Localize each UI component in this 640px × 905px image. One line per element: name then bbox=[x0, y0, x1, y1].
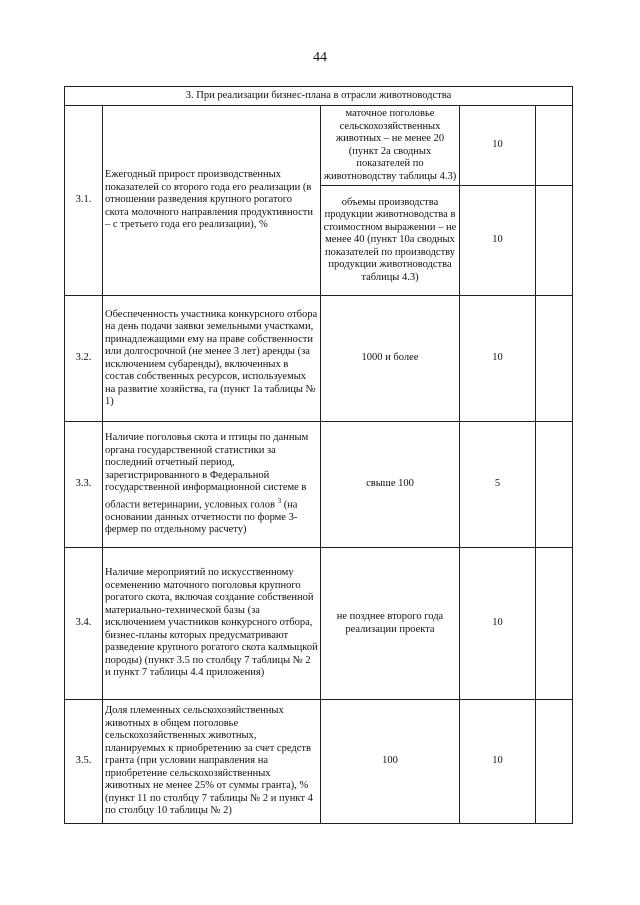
criterion-text: Обеспеченность участника конкурсного отбора на день подачи заявки земельными участками, принадлежащими ему на праве собственности или долгосрочной (не менее 3 лет) аренды (за исключением субаренды), включенных в состав собственных ресурсов, используемых на развитие хозяйства, га (пункт 1а таблицы № 1) bbox=[103, 296, 321, 422]
row-number: 3.2. bbox=[65, 296, 103, 422]
criterion-value: 1000 и более bbox=[321, 296, 460, 422]
row-number: 3.3. bbox=[65, 422, 103, 548]
criterion-text-tail: (на основании данных отчетности по форме 3-фермер по отдельному расчету) bbox=[105, 499, 298, 536]
empty-cell bbox=[536, 186, 573, 296]
criterion-value: свыше 100 bbox=[321, 422, 460, 548]
section-header: 3. При реализации бизнес-плана в отрасли животноводства bbox=[65, 87, 573, 106]
criterion-text-main: Наличие поголовья скота и птицы по данным органа государственной статистики за последний отчетный период, зарегистрированного в Федеральной государственной информационной системе в области ветеринарии, условных голов bbox=[105, 432, 309, 511]
criterion-text: Наличие мероприятий по искусственному осеменению маточного поголовья крупного рогатого скота, включая создание собственной материально-технической базы (за исключением участников конкурсного отбора, бизнес-планы которых предусматривают разведение крупного рогатого скота калмыцкой породы) (пункт 3.5 по столбцу 7 таблицы № 2 и пункт 7 таблицы 4.4 приложения) bbox=[103, 548, 321, 700]
table-row bbox=[65, 422, 573, 548]
criteria-table bbox=[64, 86, 573, 824]
empty-cell bbox=[536, 106, 573, 186]
table-row bbox=[65, 296, 573, 422]
criterion-value: 100 bbox=[321, 700, 460, 824]
criterion-points: 10 bbox=[460, 700, 536, 824]
empty-cell bbox=[536, 422, 573, 548]
table-row bbox=[65, 548, 573, 700]
criterion-points: 10 bbox=[460, 548, 536, 700]
page-number: 44 bbox=[313, 50, 327, 65]
row-number: 3.4. bbox=[65, 548, 103, 700]
criterion-value: объемы производства продукции животноводства в стоимостном выражении – не менее 40 (пункт 10а сводных показателей по производству продукции животноводства таблицы 4.3) bbox=[321, 186, 460, 296]
criterion-points: 10 bbox=[460, 296, 536, 422]
criterion-points: 10 bbox=[460, 106, 536, 186]
empty-cell bbox=[536, 296, 573, 422]
criterion-text: Ежегодный прирост производственных показателей со второго года его реализации (в отношении разведения крупного рогатого скота молочного направления продуктивности – с третьего года его реализации), % bbox=[103, 106, 321, 296]
criterion-text bbox=[103, 422, 321, 548]
criterion-value: не позднее второго года реализации проекта bbox=[321, 548, 460, 700]
criterion-points: 5 bbox=[460, 422, 536, 548]
row-number: 3.5. bbox=[65, 700, 103, 824]
empty-cell bbox=[536, 548, 573, 700]
table-row bbox=[65, 106, 573, 186]
criterion-value: маточное поголовье сельскохозяйственных животных – не менее 20 (пункт 2а сводных показателей по животноводству таблицы 4.3) bbox=[321, 106, 460, 186]
table-row bbox=[65, 700, 573, 824]
empty-cell bbox=[536, 700, 573, 824]
section-header-row bbox=[65, 87, 573, 106]
criterion-text: Доля племенных сельскохозяйственных животных в общем поголовье сельскохозяйственных животных, планируемых к приобретению за счет средств гранта (при условии направления на приобретение сельскохозяйственных животных не менее 25% от суммы гранта), % (пункт 11 по столбцу 7 таблицы № 2 и пункт 4 по столбцу 10 таблицы № 2) bbox=[103, 700, 321, 824]
criterion-points: 10 bbox=[460, 186, 536, 296]
footnote-marker: 3 bbox=[277, 496, 282, 505]
row-number: 3.1. bbox=[65, 106, 103, 296]
